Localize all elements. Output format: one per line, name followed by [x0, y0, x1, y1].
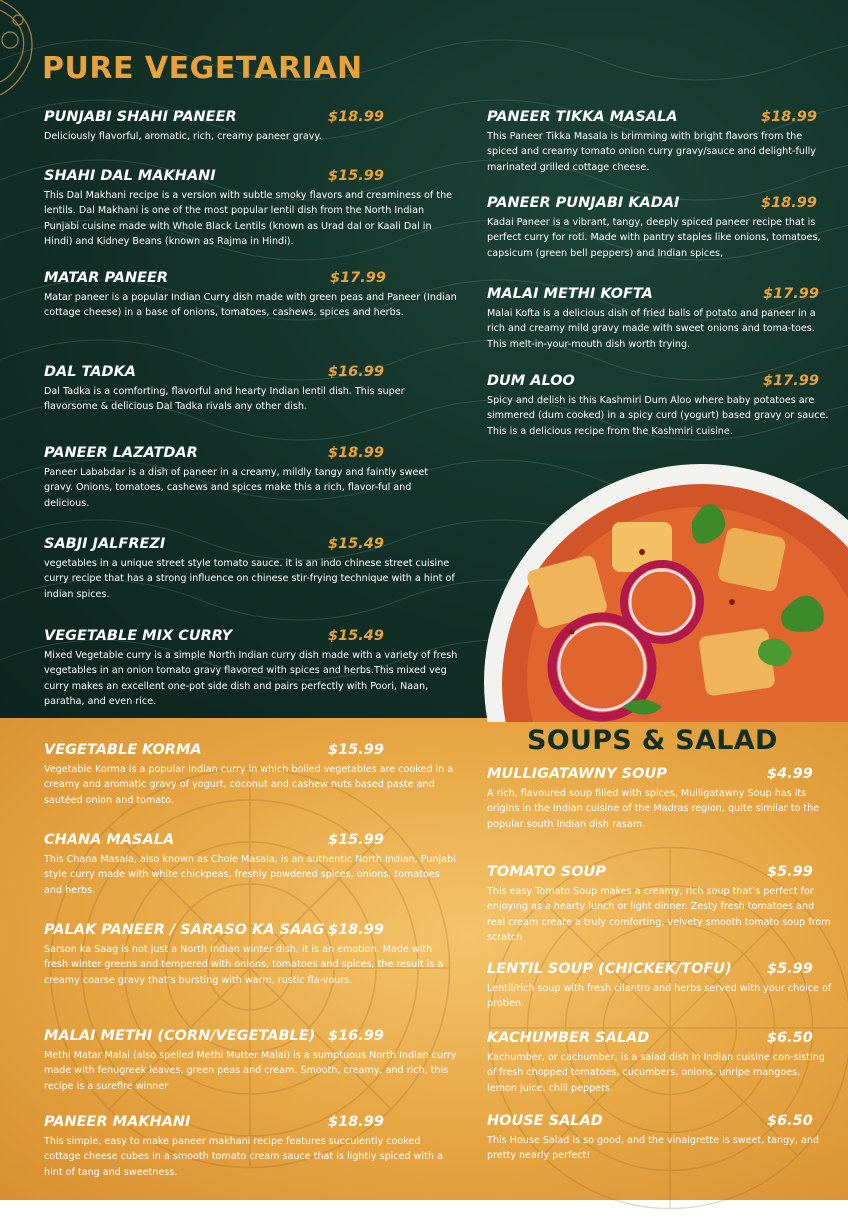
item-price: $17.99 [763, 373, 819, 389]
item-description: This simple, easy to make paneer makhani recipe features succulently cooked cottage cheese cubes in a smooth tomato cream sauce that is lightly spiced with a hint of tang and sweetness. [44, 1134, 459, 1180]
item-price: $5.99 [767, 961, 813, 977]
item-description: Kadai Paneer is a vibrant, tangy, deeply spiced paneer recipe that is perfect curry for roti. Made with pantry staples like onions, tomatoes, capsicum (green bell peppers) and Indian spices, [487, 215, 832, 261]
item-description: This Chana Masala, also known as Chole Masala, is an authentic North Indian, Punjabi style curry made with white chickpeas, freshly powdered spices, onions, tomatoes and herbs. [44, 852, 459, 898]
item-description: Sarson ka Saag is not just a North Indian winter dish, it is an emotion. Made with fresh winter greens and tempered with onions, tomatoes and spices, the result is a creamy coarse gravy that’s bursting with warm, rustic fla-vours. [44, 942, 459, 988]
menu-item [44, 445, 459, 511]
item-name: MALAI METHI KOFTA [487, 286, 832, 302]
item-price: $15.99 [328, 742, 384, 758]
item-price: $17.99 [330, 270, 386, 286]
item-name: PANEER TIKKA MASALA [487, 109, 832, 125]
item-description: Dal Tadka is a comforting, flavorful and hearty Indian lentil dish. This super flavorsome & delicious Dal Tadka rivals any other dish. [44, 384, 459, 415]
item-price: $18.99 [328, 1114, 384, 1130]
item-description: A rich, flavoured soup filled with spices, Mulligatawny Soup has its origins in the Indian cuisine of the Madras region, quite similar to the popular south Indian dish rasam. [487, 786, 832, 832]
item-description: Mixed Vegetable curry is a simple North Indian curry dish made with a variety of fresh vegetables in an onion tomato gravy flavored with spices and herbs.This mixed veg curry makes an excellent one-pot side dish and pairs perfectly with Poori, Naan, paratha, and even rice. [44, 648, 459, 710]
menu-item [487, 286, 832, 352]
item-price: $16.99 [328, 1028, 384, 1044]
item-name: PANEER LAZATDAR [44, 445, 459, 461]
item-name: SHAHI DAL MAKHANI [44, 168, 459, 184]
menu-item [44, 270, 459, 321]
item-name: CHANA MASALA [44, 832, 459, 848]
item-description: This Paneer Tikka Masala is brimming with bright flavors from the spiced and creamy tomato onion curry gravy/sauce and delight-fully marinated grilled cottage cheese. [487, 129, 832, 175]
item-name: PANEER MAKHANI [44, 1114, 459, 1130]
menu-item [44, 109, 459, 144]
item-name: HOUSE SALAD [487, 1113, 832, 1129]
item-price: $18.99 [761, 195, 817, 211]
item-name: PALAK PANEER / SARASO KA SAAG [44, 922, 459, 938]
menu-item [44, 168, 459, 250]
menu-item [487, 1113, 832, 1164]
item-price: $15.99 [328, 832, 384, 848]
menu-item [44, 536, 459, 602]
item-price: $15.99 [328, 168, 384, 184]
item-price: $4.99 [767, 766, 813, 782]
menu-item [44, 364, 459, 415]
menu-item [487, 864, 832, 946]
item-name: MALAI METHI (CORN/VEGETABLE) [44, 1028, 459, 1044]
item-name: PANEER PUNJABI KADAI [487, 195, 832, 211]
item-description: Lentil/rich soup with fresh cilantro and herbs served with your choice of protien. [487, 981, 832, 1012]
menu-item [44, 1114, 459, 1180]
menu-item [44, 832, 459, 898]
item-description: This House Salad is so good, and the vinaigrette is sweet, tangy, and pretty nearly perfect! [487, 1133, 832, 1164]
menu-item [44, 742, 459, 808]
item-price: $18.99 [761, 109, 817, 125]
item-description: Paneer Lababdar is a dish of paneer in a creamy, mildly tangy and faintly sweet gravy. Onions, tomatoes, cashews and spices make this a rich, flavor-ful and delicious. [44, 465, 459, 511]
item-price: $5.99 [767, 864, 813, 880]
item-description: Spicy and delish is this Kashmiri Dum Aloo where baby potatoes are simmered (dum cooked) in a spicy curd (yogurt) based gravy or sauce. This is a delicious recipe from the Kashmiri cuisine. [487, 393, 832, 439]
menu-item [44, 628, 459, 710]
section-title-pure-vegetarian: PURE VEGETARIAN [42, 51, 363, 86]
item-name: MULLIGATAWNY SOUP [487, 766, 832, 782]
item-price: $18.99 [328, 922, 384, 938]
menu-item [487, 109, 832, 175]
curry-bowl-image [462, 462, 848, 722]
item-name: SABJI JALFREZI [44, 536, 459, 552]
item-price: $18.99 [328, 109, 384, 125]
item-name: MATAR PANEER [44, 270, 459, 286]
item-description: This easy Tomato Soup makes a creamy, rich soup that’s perfect for enjoying as a hearty lunch or light dinner. Zesty fresh tomatoes and real cream create a truly comforting, velvety smooth tomato soup from scratch [487, 884, 832, 946]
menu-item [487, 1030, 832, 1096]
item-name: TOMATO SOUP [487, 864, 832, 880]
item-price: $17.99 [763, 286, 819, 302]
item-price: $16.99 [328, 364, 384, 380]
item-price: $6.50 [767, 1113, 813, 1129]
item-description: Kachumber, or cachumber, is a salad dish in Indian cuisine con-sisting of fresh chopped tomatoes, cucumbers, onions, unripe mangoes, lemon juice, chili peppers. [487, 1050, 832, 1096]
item-name: VEGETABLE MIX CURRY [44, 628, 459, 644]
item-name: PUNJABI SHAHI PANEER [44, 109, 459, 125]
menu-item [487, 766, 832, 832]
item-name: LENTIL SOUP (CHICKEK/TOFU) [487, 961, 832, 977]
item-price: $15.49 [328, 536, 384, 552]
item-description: vegetables in a unique street style tomato sauce. it is an indo chinese street cuisine curry recipe that has a strong influence on chinese stir-frying technique with a hint of indian spices. [44, 556, 459, 602]
item-description: Vegetable Korma is a popular Indian curry in which boiled vegetables are cooked in a creamy and aromatic gravy of yogurt, coconut and cashew nuts based paste and sautéed onion and tomato. [44, 762, 459, 808]
item-name: VEGETABLE KORMA [44, 742, 459, 758]
item-description: Matar paneer is a popular Indian Curry dish made with green peas and Paneer (Indian cottage cheese) in a base of onions, tomatoes, cashews, spices and herbs. [44, 290, 459, 321]
item-price: $18.99 [328, 445, 384, 461]
menu-item [44, 1028, 459, 1094]
item-name: DUM ALOO [487, 373, 832, 389]
item-name: DAL TADKA [44, 364, 459, 380]
item-description: This Dal Makhani recipe is a version with subtle smoky flavors and creaminess of the lentils. Dal Makhani is one of the most popular lentil dish from the North Indian Punjabi cuisine made with Whole Black Lentils (known as Urad dal or Kaali Dal in Hindi) and Kidney Beans (known as Rajma in Hindi). [44, 188, 459, 250]
menu-item [487, 195, 832, 261]
menu-item [487, 961, 832, 1012]
item-description: Deliciously flavorful, aromatic, rich, creamy paneer gravy. [44, 129, 459, 144]
menu-item [44, 922, 459, 988]
item-name: KACHUMBER SALAD [487, 1030, 832, 1046]
section-title-soups-salad: SOUPS & SALAD [527, 725, 778, 756]
item-description: Methi Matar Malai (also spelled Methi Mutter Malai) is a sumptuous North Indian curry made with fenugreek leaves, green peas and cream. Smooth, creamy, and rich, this recipe is a surefire winner [44, 1048, 459, 1094]
menu-item [487, 373, 832, 439]
item-price: $15.49 [328, 628, 384, 644]
item-description: Malai Kofta is a delicious dish of fried balls of potato and paneer in a rich and creamy mild gravy made with sweet onions and toma-toes. This melt-in-your-mouth dish worth trying. [487, 306, 832, 352]
item-price: $6.50 [767, 1030, 813, 1046]
